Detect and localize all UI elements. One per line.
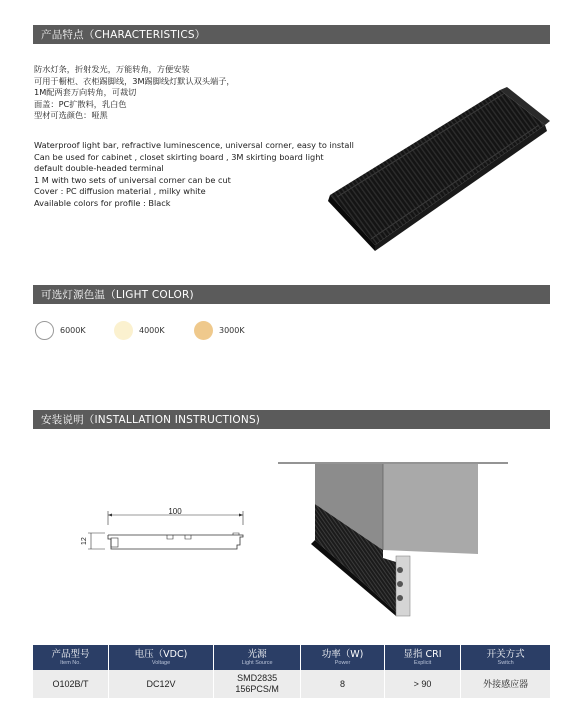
section-title: 安装说明（INSTALLATION INSTRUCTIONS)	[41, 414, 261, 426]
color-label: 4000K	[139, 326, 165, 335]
characteristics-cn	[34, 64, 235, 122]
color-dot	[35, 321, 54, 340]
characteristics-en	[34, 140, 354, 210]
cn-line: 1M配两套万向转角，可裁切	[34, 87, 137, 98]
cell-power: 8	[301, 670, 384, 698]
profile-cross-section-drawing	[75, 505, 250, 555]
header-cri: 显指 CRI Explicit	[384, 645, 461, 670]
en-line: 1 M with two sets of universal corner can be cut	[34, 174, 231, 185]
product-profile-image	[325, 85, 555, 255]
color-dot	[194, 321, 213, 340]
section-title: 可选灯源色温（LIGHT COLOR)	[41, 289, 194, 301]
installation-render-image	[278, 462, 508, 617]
cn-line: 可用于橱柜、衣柜踢脚线，3M踢脚线灯默认双头端子，	[34, 75, 235, 86]
en-line: default double-headed terminal	[34, 163, 164, 174]
color-option-6000k	[35, 321, 86, 340]
width-dimension-label: 100	[168, 507, 182, 516]
cn-line: 面盖：PC扩散料，乳白色	[34, 98, 127, 109]
height-dimension-label: 12	[81, 537, 88, 545]
color-label: 6000K	[60, 326, 86, 335]
cell-light-source: SMD2835 156PCS/M	[214, 670, 301, 698]
color-option-3000k	[194, 321, 245, 340]
cn-line: 型材可选颜色：哑黑	[34, 110, 108, 121]
en-line: Available colors for profile : Black	[34, 197, 171, 208]
en-line: Can be used for cabinet , closet skirting board , 3M skirting board light	[34, 151, 324, 162]
table-row	[33, 670, 550, 698]
section-header-light-color	[33, 285, 550, 304]
header-power: 功率（W) Power	[301, 645, 384, 670]
color-dot	[114, 321, 133, 340]
section-header-installation	[33, 410, 550, 429]
header-item-no: 产品型号 Item No.	[33, 645, 108, 670]
spec-table-header-row	[33, 645, 550, 670]
cell-voltage: DC12V	[108, 670, 213, 698]
en-line: Waterproof light bar, refractive luminescence, universal corner, easy to install	[34, 140, 354, 150]
cn-line: 防水灯条，折射发光，万能转角，方便安装	[34, 64, 190, 74]
color-option-4000k	[114, 321, 165, 340]
cell-item-no: O102B/T	[33, 670, 108, 698]
color-label: 3000K	[219, 326, 245, 335]
header-light-source: 光源 Light Source	[214, 645, 301, 670]
section-header-characteristics	[33, 25, 550, 44]
header-switch: 开关方式 Switch	[461, 645, 550, 670]
cell-cri: > 90	[384, 670, 461, 698]
en-line: Cover : PC diffusion material , milky white	[34, 186, 206, 197]
cell-switch: 外接感应器	[461, 670, 550, 698]
section-title: 产品特点（CHARACTERISTICS）	[41, 29, 206, 41]
spec-table	[33, 645, 550, 698]
header-voltage: 电压（VDC) Voltage	[108, 645, 213, 670]
